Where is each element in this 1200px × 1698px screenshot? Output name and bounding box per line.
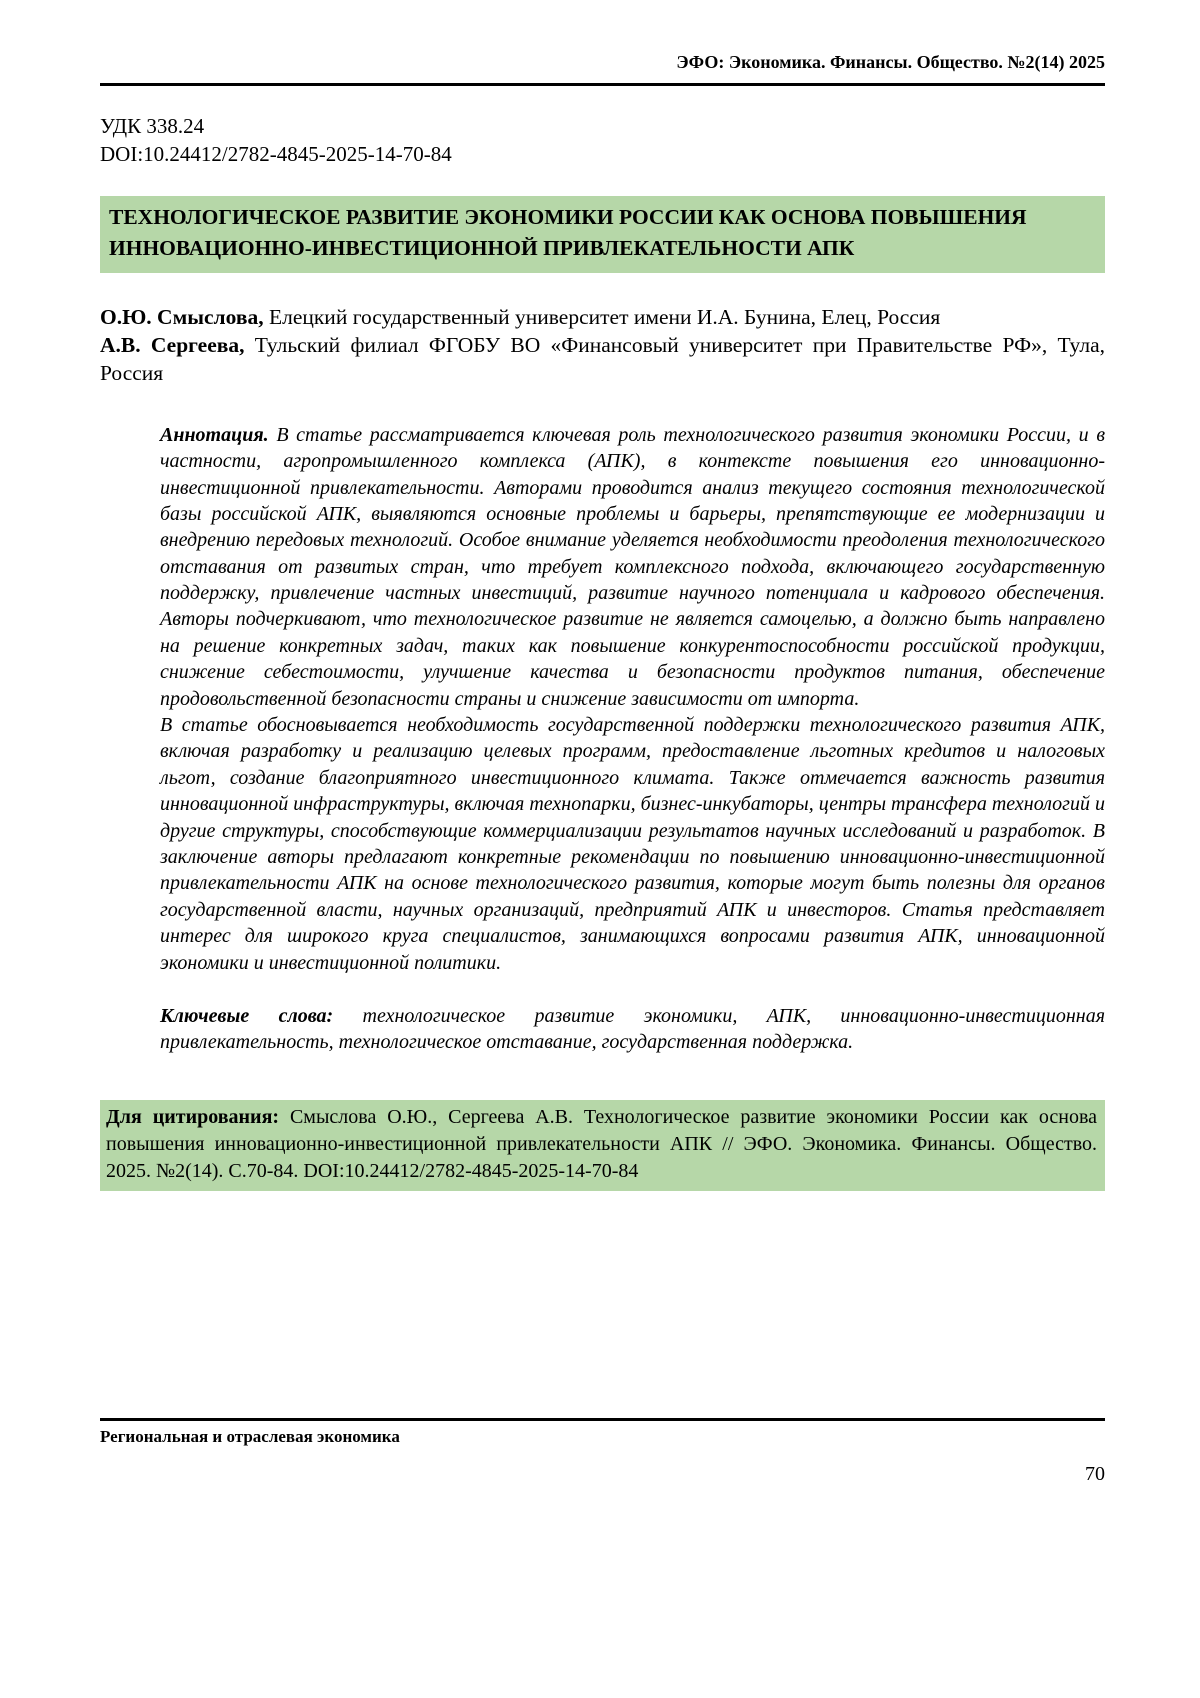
citation-block (100, 1100, 1105, 1191)
author-line-1 (100, 303, 1105, 331)
header-rule (100, 83, 1105, 86)
doi-number: DOI:10.24412/2782-4845-2025-14-70-84 (100, 141, 452, 166)
abstract-text-1: В статье рассматривается ключевая роль технологического развития экономики России, и в частности, агропромышленного комплекса (АПК), в контексте повышения его инновационно-инвестиционной привлекательности. Авторами проводится анализ текущего состояния технологической базы российской АПК, выявляются основные проблемы и барьеры, препятствующие ее модернизации и внедрению передовых технологий. Особое внимание уделяется необходимости преодоления технологического отставания от развитых стран, что требует комплексного подхода, включающего государственную поддержку, привлечение частных инвестиций, развитие научного потенциала и кадрового обеспечения. Авторы подчеркивают, что технологическое развитие не является самоцелью, а должно быть направлено на решение конкретных задач, таких как повышение конкурентоспособности российской продукции, снижение себестоимости, улучшение качества и безопасности продуктов питания, обеспечение продовольственной безопасности страны и снижение зависимости от импорта. (160, 423, 1105, 710)
author-line-2 (100, 331, 1105, 388)
page-footer (100, 1418, 1105, 1486)
author-1-affiliation: Елецкий государственный университет имени И.А. Бунина, Елец, Россия (268, 304, 941, 329)
keywords-label: Ключевые слова: (160, 1004, 334, 1027)
udk-number: УДК 338.24 (100, 113, 205, 138)
abstract-paragraph-1 (160, 422, 1105, 712)
keywords-block (160, 1003, 1105, 1056)
keywords-text: технологическое развитие экономики, АПК, инновационно-инвестиционная привлекательность, технологическое отставание, государственная поддержка. (160, 1004, 1106, 1054)
footer-rule (100, 1418, 1105, 1421)
abstract-label: Аннотация. (160, 423, 269, 446)
abstract-block (160, 422, 1105, 976)
page-header (100, 52, 1105, 86)
citation-text: Смыслова О.Ю., Сергеева А.В. Технологическое развитие экономики России как основа повышения инновационно-инвестиционной привлекательности АПК // ЭФО. Экономика. Финансы. Общество. 2025. №2(14). С.70-84. DOI:10.24412/2782-4845-2025-14-70-84 (106, 1105, 1097, 1182)
journal-reference: ЭФО: Экономика. Финансы. Общество. №2(14) 2025 (676, 52, 1105, 72)
author-1-name: О.Ю. Смыслова, (100, 304, 264, 329)
article-meta (100, 112, 1105, 169)
article-title: ТЕХНОЛОГИЧЕСКОЕ РАЗВИТИЕ ЭКОНОМИКИ РОССИИ КАК ОСНОВА ПОВЫШЕНИЯ ИННОВАЦИОННО-ИНВЕСТИЦИОННОЙ ПРИВЛЕКАТЕЛЬНОСТИ АПК (100, 196, 1105, 272)
authors-block (100, 303, 1105, 388)
section-title: Региональная и отраслевая экономика (100, 1427, 400, 1446)
abstract-text-2: В статье обосновывается необходимость государственной поддержки технологического развития АПК, включая разработку и реализацию целевых программ, предоставление льготных кредитов и налоговых льгот, создание благоприятного инвестиционного климата. Также отмечается важность развития инновационной инфраструктуры, включая технопарки, бизнес-инкубаторы, центры трансфера технологий и другие структуры, способствующие коммерциализации результатов научных исследований и разработок. В заключение авторы предлагают конкретные рекомендации по повышению инновационно-инвестиционной привлекательности АПК на основе технологического развития, которые могут быть полезны для органов государственной власти, научных организаций, предприятий АПК и инвесторов. Статья представляет интерес для широкого круга специалистов, занимающихся вопросами развития АПК, инновационной экономики и инвестиционной политики. (160, 714, 1105, 974)
page-number: 70 (1085, 1463, 1105, 1485)
author-2-name: А.В. Сергеева, (100, 333, 245, 357)
citation-label: Для цитирования: (106, 1105, 280, 1128)
abstract-paragraph-2 (160, 712, 1105, 976)
author-2-affiliation: Тульский филиал ФГОБУ ВО «Финансовый университет при Правительстве РФ», Тула, Россия (100, 333, 1105, 386)
